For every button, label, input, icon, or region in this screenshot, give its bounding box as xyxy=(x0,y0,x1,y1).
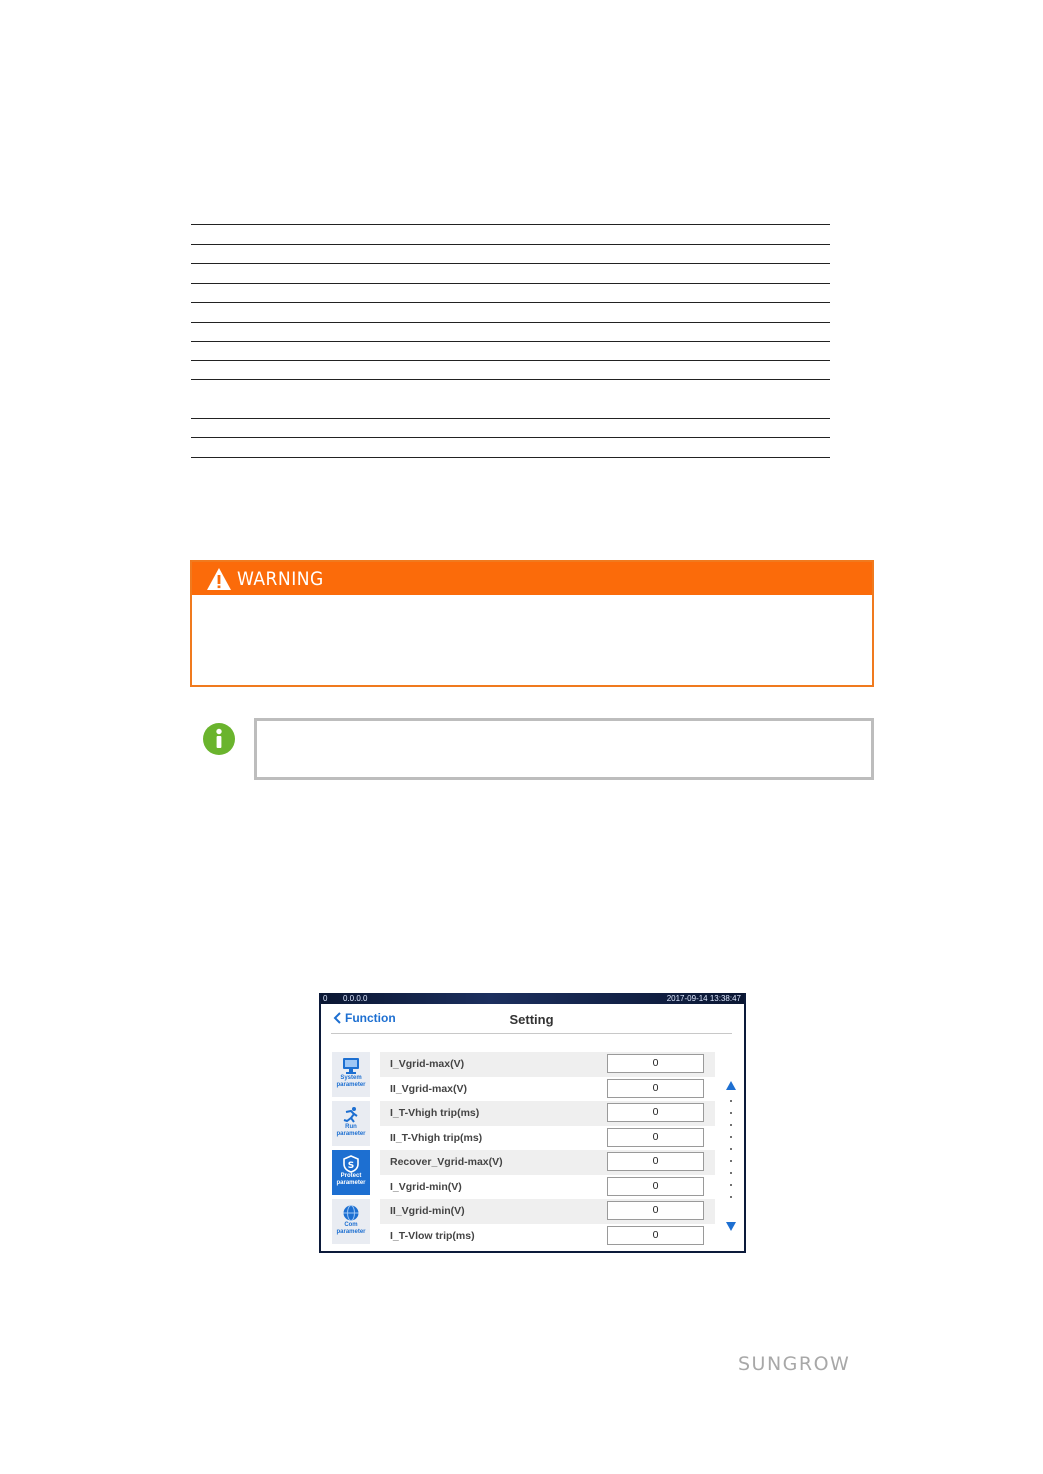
parameter-value-input[interactable]: 0 xyxy=(607,1152,704,1171)
screen-content xyxy=(321,1004,744,1251)
scroll-dot xyxy=(730,1160,732,1162)
scroll-dot xyxy=(730,1136,732,1138)
shield-icon xyxy=(341,1155,361,1173)
parameter-row xyxy=(380,1126,715,1151)
table-rule xyxy=(191,360,830,361)
parameter-row xyxy=(380,1224,715,1249)
logo-text: SUNGROW xyxy=(738,1353,851,1373)
svg-text:S: S xyxy=(347,1161,355,1171)
parameter-value-input[interactable]: 0 xyxy=(607,1128,704,1147)
sidebar xyxy=(332,1052,370,1248)
running-person-icon xyxy=(341,1106,361,1124)
scroll-indicator xyxy=(726,1081,736,1231)
scroll-up-arrow-icon[interactable] xyxy=(726,1081,736,1090)
parameter-row xyxy=(380,1199,715,1224)
table-rule xyxy=(191,263,830,264)
scroll-dot xyxy=(730,1184,732,1186)
warning-triangle-icon xyxy=(206,567,232,591)
ip-address: 0.0.0.0 xyxy=(343,994,368,1003)
inverter-screen xyxy=(319,993,746,1253)
page-title-text: Setting xyxy=(509,1012,554,1027)
scroll-dot xyxy=(730,1172,732,1174)
table-rule xyxy=(191,418,830,419)
sidebar-label xyxy=(336,1173,365,1187)
parameter-row xyxy=(380,1150,715,1175)
scroll-dot xyxy=(730,1124,732,1126)
sidebar-label-line2: parameter xyxy=(336,1180,366,1186)
note-box xyxy=(254,718,874,780)
sidebar-item-protect[interactable] xyxy=(332,1150,370,1195)
sidebar-label-line2: parameter xyxy=(336,1082,366,1088)
monitor-icon xyxy=(341,1057,361,1075)
parameter-label: I_T-Vlow trip(ms) xyxy=(390,1229,475,1242)
parameter-value-input[interactable]: 0 xyxy=(607,1201,704,1220)
scroll-down-arrow-icon[interactable] xyxy=(726,1222,736,1231)
parameter-label: I_Vgrid-max(V) xyxy=(390,1058,465,1071)
parameter-row xyxy=(380,1077,715,1102)
scroll-dot xyxy=(730,1148,732,1150)
sidebar-label-line1: Run xyxy=(345,1124,357,1130)
parameter-value-input[interactable]: 0 xyxy=(607,1054,704,1073)
parameter-label: Recover_Vgrid-max(V) xyxy=(390,1156,503,1169)
sidebar-item-run[interactable] xyxy=(332,1101,370,1146)
sidebar-label-line1: Protect xyxy=(340,1173,362,1179)
sidebar-label-line2: parameter xyxy=(336,1131,366,1137)
parameter-value-input[interactable]: 0 xyxy=(607,1079,704,1098)
sidebar-label xyxy=(336,1124,365,1138)
table-rule xyxy=(191,302,830,303)
warning-header xyxy=(192,562,872,595)
scroll-dot xyxy=(730,1100,732,1102)
globe-icon xyxy=(341,1204,361,1222)
warning-title: WARNING xyxy=(237,567,324,590)
title-bar xyxy=(331,1004,732,1034)
table-rule xyxy=(191,244,830,245)
sungrow-logo xyxy=(738,1353,874,1373)
scroll-dot xyxy=(730,1196,732,1198)
sidebar-label xyxy=(336,1222,365,1236)
table-rule xyxy=(191,322,830,323)
parameter-value-input[interactable]: 0 xyxy=(607,1103,704,1122)
chevron-left-icon xyxy=(333,1012,342,1024)
table-rule xyxy=(191,457,830,458)
status-indicator: 0 xyxy=(323,994,328,1003)
parameter-label: I_T-Vhigh trip(ms) xyxy=(390,1107,480,1120)
info-icon xyxy=(203,723,235,755)
parameter-label: II_Vgrid-min(V) xyxy=(390,1205,465,1218)
parameter-row xyxy=(380,1052,715,1077)
table-rule xyxy=(191,224,830,225)
ruled-table xyxy=(191,224,830,458)
datetime: 2017-09-14 13:38:47 xyxy=(666,994,741,1003)
scroll-dot xyxy=(730,1112,732,1114)
status-bar xyxy=(321,993,744,1004)
parameter-label: I_Vgrid-min(V) xyxy=(390,1180,462,1193)
table-rule xyxy=(191,437,830,438)
sidebar-label-line2: parameter xyxy=(336,1229,366,1235)
sidebar-label xyxy=(336,1075,365,1089)
parameter-row xyxy=(380,1101,715,1126)
sidebar-item-com[interactable] xyxy=(332,1199,370,1244)
parameter-label: II_Vgrid-max(V) xyxy=(390,1082,468,1095)
parameter-row xyxy=(380,1175,715,1200)
parameter-value-input[interactable]: 0 xyxy=(607,1226,704,1245)
table-rule xyxy=(191,283,830,284)
sidebar-label-line1: Com xyxy=(344,1222,358,1228)
sidebar-item-system[interactable] xyxy=(332,1052,370,1097)
back-button[interactable] xyxy=(333,1011,396,1025)
sidebar-label-line1: System xyxy=(340,1075,362,1081)
table-rule xyxy=(191,341,830,342)
parameter-list xyxy=(380,1052,715,1248)
parameter-value-input[interactable]: 0 xyxy=(607,1177,704,1196)
back-label: Function xyxy=(345,1011,396,1025)
parameter-label: II_T-Vhigh trip(ms) xyxy=(390,1131,483,1144)
table-rule xyxy=(191,379,830,380)
warning-callout xyxy=(190,560,874,687)
